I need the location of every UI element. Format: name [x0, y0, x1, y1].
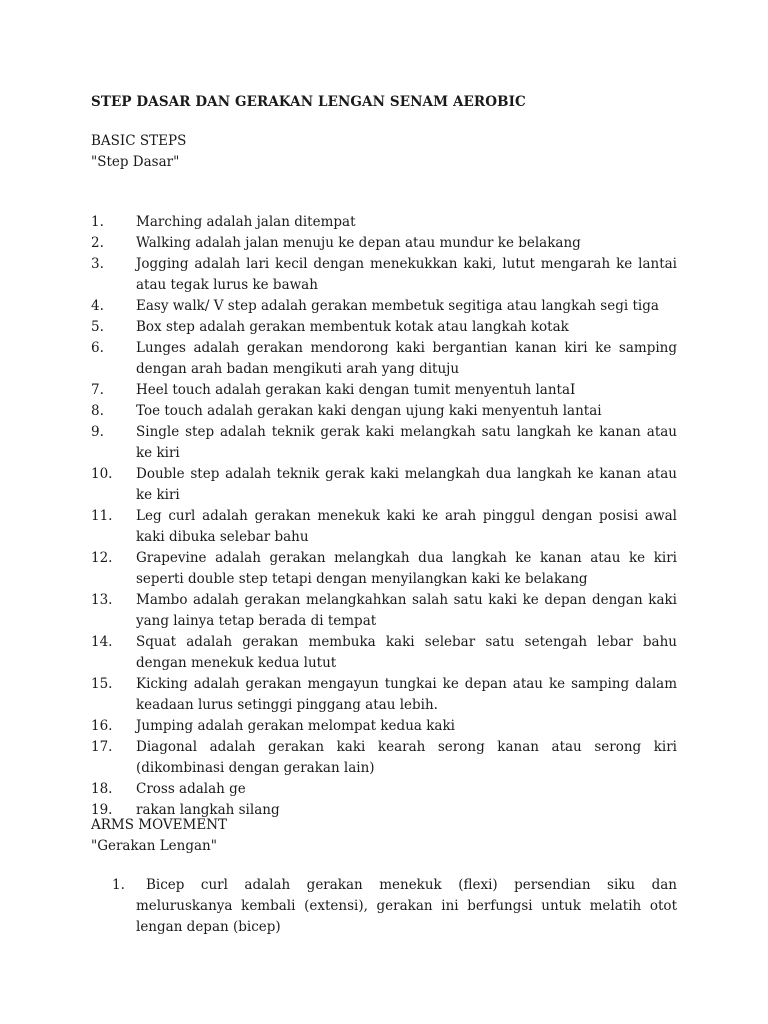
list-item: [0, 506, 768, 548]
list-item-number: 13.: [91, 592, 113, 608]
list-item-text: Box step adalah gerakan membentuk kotak atau langkah kotak: [136, 319, 569, 335]
list-item: [0, 632, 768, 674]
list-item-number: 18.: [91, 781, 113, 797]
arms-movement-list: [0, 875, 768, 938]
arms-movement-heading: ARMS MOVEMENT: [91, 817, 228, 833]
list-item: [0, 875, 768, 938]
list-item: [0, 779, 768, 800]
list-item-number: 7.: [91, 382, 104, 398]
list-item-number: 16.: [91, 718, 113, 734]
list-item-text: Cross adalah ge: [136, 781, 246, 797]
list-item: [0, 422, 768, 464]
list-item: [0, 464, 768, 506]
list-item: [0, 338, 768, 380]
list-item-text: Squat adalah gerakan membuka kaki selebar satu setengah lebar bahu dengan menekuk kedua lutut: [136, 634, 677, 671]
list-item: [0, 401, 768, 422]
list-item-text: Heel touch adalah gerakan kaki dengan tumit menyentuh lantaI: [136, 382, 576, 398]
list-item-number: 3.: [91, 256, 104, 272]
list-item-text: Single step adalah teknik gerak kaki melangkah satu langkah ke kanan atau ke kiri: [136, 424, 677, 461]
list-item-text: Mambo adalah gerakan melangkahkan salah satu kaki ke depan dengan kaki yang lainya tetap berada di tempat: [136, 592, 677, 629]
basic-steps-subheading: "Step Dasar": [91, 154, 180, 170]
list-item: [0, 674, 768, 716]
list-item: [0, 548, 768, 590]
list-item-number: 1.: [91, 214, 104, 230]
list-item-number: 2.: [91, 235, 104, 251]
list-item-number: 1.: [112, 877, 125, 893]
list-item-number: 12.: [91, 550, 113, 566]
list-item-number: 14.: [91, 634, 113, 650]
list-item-number: 10.: [91, 466, 113, 482]
list-item-text: Jumping adalah gerakan melompat kedua kaki: [136, 718, 455, 734]
document-title: STEP DASAR DAN GERAKAN LENGAN SENAM AEROBIC: [91, 94, 526, 110]
list-item-text: rakan langkah silang: [136, 802, 280, 818]
list-item-text: Double step adalah teknik gerak kaki melangkah dua langkah ke kanan atau ke kiri: [136, 466, 677, 503]
basic-steps-list: [0, 212, 768, 821]
list-item-number: 6.: [91, 340, 104, 356]
list-item-number: 4.: [91, 298, 104, 314]
list-item-text: Toe touch adalah gerakan kaki dengan ujung kaki menyentuh lantai: [136, 403, 602, 419]
list-item-number: 15.: [91, 676, 113, 692]
list-item: [0, 737, 768, 779]
list-item: [0, 380, 768, 401]
list-item: [0, 590, 768, 632]
list-item: [0, 254, 768, 296]
list-item-number: 5.: [91, 319, 104, 335]
list-item: [0, 296, 768, 317]
list-item-number: 19.: [91, 802, 113, 818]
list-item: [0, 212, 768, 233]
list-item-text: Leg curl adalah gerakan menekuk kaki ke arah pinggul dengan posisi awal kaki dibuka selebar bahu: [136, 508, 677, 545]
list-item-text: Jogging adalah lari kecil dengan menekukkan kaki, lutut mengarah ke lantai atau tegak lurus ke bawah: [136, 256, 677, 293]
list-item: [0, 233, 768, 254]
list-item-text: Diagonal adalah gerakan kaki kearah serong kanan atau serong kiri (dikombinasi dengan gerakan lain): [136, 739, 677, 776]
list-item: [0, 317, 768, 338]
list-item-text: Lunges adalah gerakan mendorong kaki bergantian kanan kiri ke samping dengan arah badan mengikuti arah yang dituju: [136, 340, 677, 377]
list-item-text: Marching adalah jalan ditempat: [136, 214, 356, 230]
list-item-number: 8.: [91, 403, 104, 419]
list-item-text: Kicking adalah gerakan mengayun tungkai ke depan atau ke samping dalam keadaan lurus setinggi pinggang atau lebih.: [136, 676, 677, 713]
list-item-text: Walking adalah jalan menuju ke depan atau mundur ke belakang: [136, 235, 581, 251]
list-item-text: Bicep curl adalah gerakan menekuk (flexi) persendian siku dan meluruskanya kembali (extensi), gerakan ini berfungsi untuk melatih otot lengan depan (bicep): [136, 877, 677, 935]
arms-movement-subheading: "Gerakan Lengan": [91, 838, 217, 854]
list-item-number: 17.: [91, 739, 113, 755]
list-item-text: Easy walk/ V step adalah gerakan membetuk segitiga atau langkah segi tiga: [136, 298, 659, 314]
list-item-text: Grapevine adalah gerakan melangkah dua langkah ke kanan atau ke kiri seperti double step tetapi dengan menyilangkan kaki ke belakang: [136, 550, 677, 587]
basic-steps-heading: BASIC STEPS: [91, 133, 187, 149]
list-item: [0, 716, 768, 737]
list-item-number: 11.: [91, 508, 113, 524]
list-item-number: 9.: [91, 424, 104, 440]
